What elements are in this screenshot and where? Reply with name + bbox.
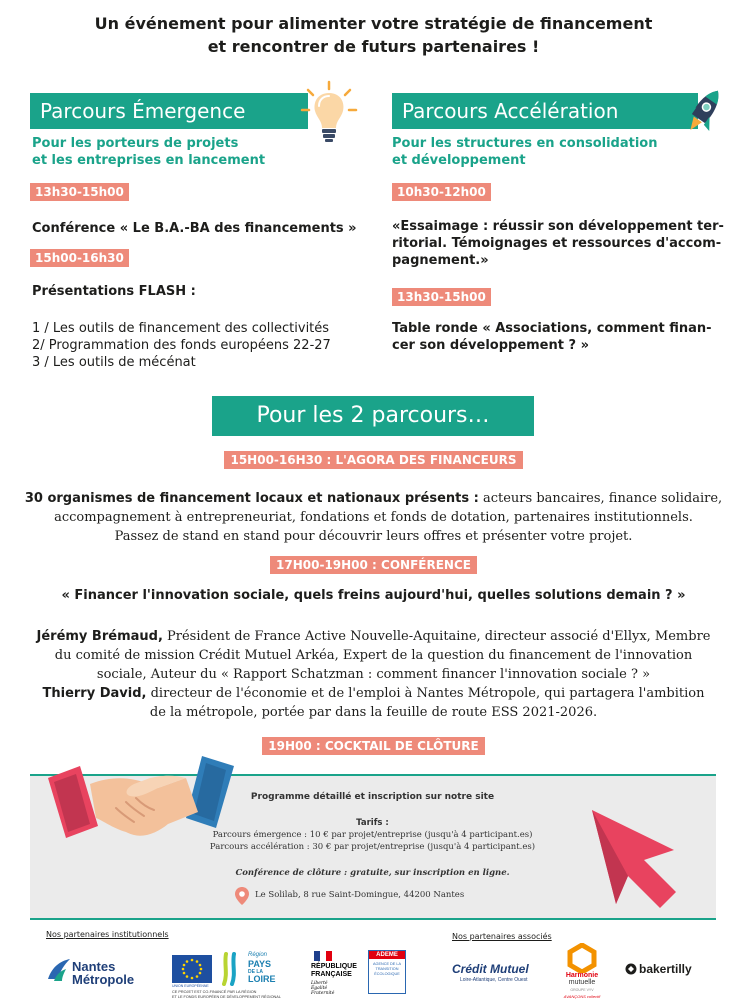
- emergence-subtitle-line1: Pour les porteurs de projets: [32, 136, 239, 151]
- panel-tarif1: Parcours émergence : 10 € par projet/entreprise (jusqu'à 4 participant.es): [212, 830, 533, 840]
- rf-line1: RÉPUBLIQUE: [311, 963, 357, 970]
- acceleration-slot2-line: cer son développement ? »: [392, 338, 589, 353]
- hm-name2: mutuelle: [568, 979, 596, 986]
- acceleration-slot1-line: «Essaimage : réussir son développement ter-: [392, 219, 724, 234]
- agora-rest: acteurs bancaires, finance solidaire,: [478, 491, 723, 506]
- eu-caption-line1: CE PROJET EST CO-FINANCÉ PAR LA RÉGION: [172, 990, 257, 994]
- list-item: 3 / Les outils de mécénat: [32, 355, 196, 370]
- associated-partners-label: Nos partenaires associés: [452, 932, 552, 941]
- ademe-logo: [368, 950, 406, 994]
- agora-badge-row: [0, 451, 747, 469]
- acceleration-slot1-line: ritorial. Témoignages et ressources d'accom-: [392, 236, 722, 251]
- panel-tarif2: Parcours accélération : 30 € par projet/entreprise (jusqu'à 4 participant.es): [209, 842, 536, 852]
- bakertilly-logo: bakertilly: [639, 962, 692, 976]
- rocket-icon: [678, 84, 728, 140]
- harmonie-mutuelle-hexagon-icon: [567, 943, 597, 973]
- agora-description: [20, 489, 727, 546]
- nantes-metropole-logo: [72, 960, 134, 986]
- emergence-slot1-text: Conférence « Le B.A.-BA des financements »: [32, 221, 357, 236]
- eu-caption-line2: ET LE FONDS EUROPÉEN DE DÉVELOPPEMENT RÉGIONAL: [172, 995, 281, 999]
- region-pays-de-la-loire-icon: [222, 952, 246, 986]
- speaker1-line1: Président de France Active Nouvelle-Aquitaine, directeur associé d'Ellyx, Membre: [162, 629, 711, 644]
- eu-flag-icon: [172, 955, 212, 983]
- republique-francaise-logo: [311, 963, 357, 979]
- eu-caption: [172, 990, 282, 1000]
- rf-motto1: Liberté: [311, 981, 328, 986]
- both-tracks-title: Pour les 2 parcours…: [256, 403, 490, 428]
- acceleration-slot2-line: Table ronde « Associations, comment finan-: [392, 321, 712, 336]
- nantes-metropole-logo-icon: [46, 957, 72, 983]
- headline-line1: Un événement pour alimenter votre stratégie de financement: [94, 14, 653, 33]
- agora-line2: accompagnement à entrepreneuriat, fondations et fonds de dotation, partenaires institutionnels.: [54, 510, 693, 525]
- speaker1-name: Jérémy Brémaud,: [36, 629, 163, 644]
- conference-badge: 17H00-19H00 : CONFÉRENCE: [270, 556, 477, 574]
- eu-stars-icon: [172, 955, 212, 983]
- region-label: Région: [248, 952, 268, 958]
- rf-motto3: Fraternité: [311, 991, 335, 996]
- rf-motto2: Égalité: [311, 986, 328, 991]
- emergence-flash-list: [32, 320, 331, 371]
- bakertilly-logo-icon: [625, 963, 637, 975]
- institutional-partners-label: Nos partenaires institutionnels: [46, 930, 169, 939]
- pays-line2: DE LA: [248, 969, 263, 975]
- location-pin-icon: [234, 886, 250, 906]
- panel-title: Programme détaillé et inscription sur notre site: [250, 792, 495, 802]
- cocktail-badge: 19H00 : COCKTAIL DE CLÔTURE: [262, 737, 484, 755]
- emergence-subtitle: [32, 135, 265, 169]
- emergence-slot1-time: 13h30-15h00: [30, 183, 129, 201]
- pays-line1: PAYS: [248, 959, 272, 969]
- emergence-banner: [30, 93, 308, 129]
- list-item: 2/ Programmation des fonds européens 22-27: [32, 338, 331, 353]
- hm-group: GROUPE VYV: [570, 988, 594, 992]
- harmonie-mutuelle-logo: [560, 972, 604, 986]
- agora-line3: Passez de stand en stand pour découvrir leurs offres et présenter votre projet.: [114, 529, 633, 544]
- both-tracks-banner: [212, 396, 534, 436]
- emergence-subtitle-line2: et les entreprises en lancement: [32, 153, 266, 168]
- hm-name1: Harmonie: [565, 972, 599, 979]
- emergence-slot2-time: 15h00-16h30: [30, 249, 129, 267]
- headline-line2: et rencontrer de futurs partenaires !: [207, 37, 540, 56]
- acceleration-subtitle: [392, 135, 657, 169]
- headline: [0, 12, 747, 58]
- speaker2-name: Thierry David,: [42, 686, 147, 701]
- acceleration-banner: [392, 93, 698, 129]
- speaker1-line3: sociale, Auteur du « Rapport Schatzman : comment financer l'innovation sociale ? »: [96, 667, 651, 682]
- acceleration-subtitle-line1: Pour les structures en consolidation: [392, 136, 658, 151]
- marianne-flag-icon: [314, 951, 332, 961]
- ademe-sub: AGENCE DE LA TRANSITION ÉCOLOGIQUE: [372, 962, 402, 976]
- eu-small-label: UNION EUROPÉENNE: [172, 984, 209, 988]
- rf-motto: [311, 981, 334, 996]
- agora-bold: 30 organismes de financement locaux et nationaux présents :: [24, 491, 479, 506]
- pays-de-la-loire-logo: [248, 960, 276, 984]
- list-item: 1 / Les outils de financement des collectivités: [32, 321, 330, 336]
- credit-mutuel-logo: Crédit Mutuel: [452, 962, 529, 976]
- hm-tag: AVANÇONS collectif: [563, 994, 601, 999]
- acceleration-slot1-time: 10h30-12h00: [392, 183, 491, 201]
- acceleration-slot2-text: [392, 320, 712, 354]
- panel-tarifs-label: Tarifs :: [356, 818, 389, 828]
- acceleration-slot1-line: pagnement.»: [392, 253, 489, 268]
- panel-address: Le Solilab, 8 rue Saint-Domingue, 44200 Nantes: [255, 890, 465, 900]
- acceleration-slot2-time: 13h30-15h00: [392, 288, 491, 306]
- speaker2-line2: de la métropole, portée par dans la feuille de route ESS 2021-2026.: [149, 705, 598, 720]
- conference-title: « Financer l'innovation sociale, quels freins aujourd'hui, quelles solutions demain ? »: [61, 588, 686, 603]
- ademe-name: ADEME: [369, 951, 405, 959]
- cursor-arrow-icon: [586, 806, 686, 916]
- acceleration-subtitle-line2: et développement: [392, 153, 526, 168]
- nantes-line2: Métropole: [72, 972, 135, 987]
- emergence-title: Parcours Émergence: [40, 99, 246, 123]
- acceleration-title: Parcours Accélération: [402, 99, 619, 123]
- rf-line2: FRANÇAISE: [311, 971, 352, 978]
- pays-line3: LOIRE: [248, 974, 276, 984]
- conference-badge-row: [0, 556, 747, 574]
- panel-closing: Conférence de clôture : gratuite, sur inscription en ligne.: [235, 868, 510, 878]
- nantes-line1: Nantes: [72, 959, 116, 974]
- acceleration-slot1-text: [392, 218, 724, 269]
- emergence-slot2-text: Présentations FLASH :: [32, 284, 196, 299]
- speaker1-line2: du comité de mission Crédit Mutuel Arkéa, Expert de la question du financement de l'innovation: [54, 648, 693, 663]
- speakers: [20, 627, 727, 722]
- speaker2-line1: directeur de l'économie et de l'emploi à Nantes Métropole, qui partagera l'ambition: [146, 686, 705, 701]
- lightbulb-icon: [300, 78, 358, 148]
- agora-badge: 15H00-16H30 : L'AGORA DES FINANCEURS: [224, 451, 522, 469]
- credit-mutuel-sub: Loire-Atlantique, Centre Ouest: [460, 977, 528, 983]
